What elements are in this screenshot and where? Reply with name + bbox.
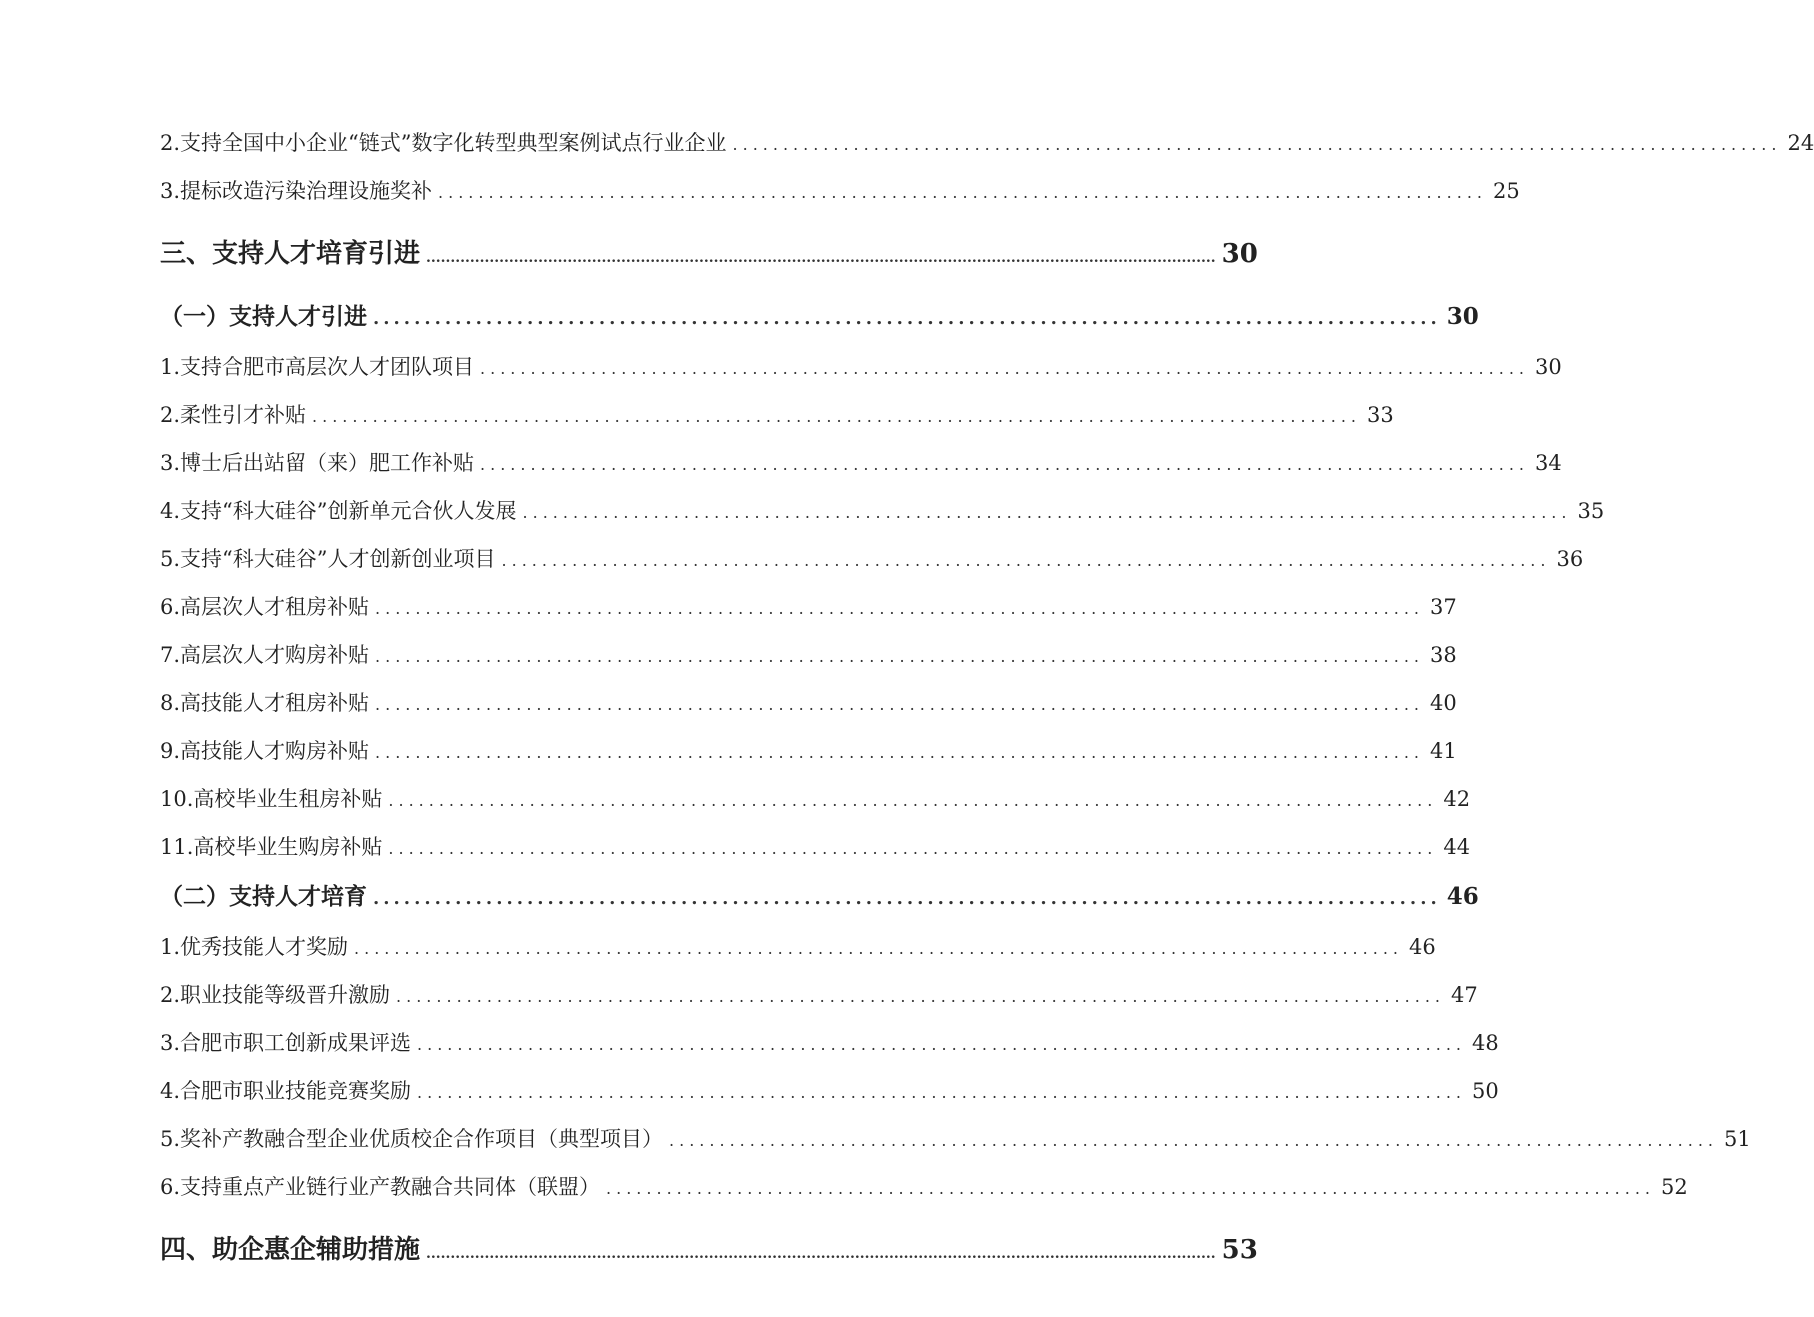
toc-section-title: （二）支持人才培育 (160, 883, 367, 910)
toc-entry (160, 1028, 1499, 1058)
toc-entry-title: 2.柔性引才补贴 (160, 403, 307, 427)
toc-entry-title: 6.支持重点产业链行业产教融合共同体（联盟） (160, 1175, 601, 1199)
dot-leader: ........................................................................................................ (732, 135, 1782, 154)
toc-entry-page: 50 (1471, 1079, 1499, 1103)
toc-entry-page: 34 (1534, 451, 1562, 475)
dot-leader: ........................................................................................................ (501, 551, 1551, 570)
dot-leader: ........................................................................................................ (396, 987, 1445, 1006)
toc-entry-title: 2.职业技能等级晋升激励 (160, 983, 391, 1007)
dot-leader: ........................................................................................................ (375, 743, 1424, 762)
dot-leader: ........................................................................................................ (388, 839, 1438, 858)
toc-entry-page: 41 (1429, 739, 1457, 763)
toc-entry-title: 5.支持“科大硅谷”人才创新创业项目 (160, 547, 496, 571)
dot-leader: ........................................................................................................ (388, 791, 1438, 810)
toc-chapter-page: 30 (1221, 239, 1258, 269)
dot-leader: .................................................................................................................................................................. (426, 250, 1216, 266)
toc-entry-page: 52 (1660, 1175, 1688, 1199)
toc-entry (160, 784, 1471, 814)
toc-entry (160, 496, 1605, 526)
toc-chapter (160, 1232, 1258, 1268)
toc-entry-title: 4.支持“科大硅谷”创新单元合伙人发展 (160, 499, 517, 523)
toc-entry-title: 2.支持全国中小企业“链式”数字化转型典型案例试点行业企业 (160, 131, 727, 155)
toc-entry (160, 932, 1436, 962)
toc-section-title: （一）支持人才引进 (160, 303, 367, 330)
toc-section-page: 46 (1446, 883, 1479, 910)
toc-entry-page: 48 (1471, 1031, 1499, 1055)
dot-leader: ........................................................................................................ (417, 1083, 1466, 1102)
dot-leader: ........................................................................................................ (669, 1131, 1718, 1150)
toc-entry-page: 38 (1429, 643, 1457, 667)
dot-leader: ........................................................................................................ (417, 1035, 1466, 1054)
toc-entry-title: 3.提标改造污染治理设施奖补 (160, 179, 433, 203)
dot-leader: ........................................................................................................ (522, 503, 1572, 522)
toc-entry (160, 640, 1457, 670)
toc-entry (160, 400, 1394, 430)
toc-entry-title: 11.高校毕业生购房补贴 (160, 835, 383, 859)
toc-entry (160, 1076, 1499, 1106)
toc-entry-title: 1.支持合肥市高层次人才团队项目 (160, 355, 475, 379)
toc-entry (160, 980, 1478, 1010)
dot-leader: ........................................................................................................ (354, 939, 1403, 958)
toc-chapter (160, 236, 1258, 272)
toc-entry (160, 1172, 1688, 1202)
toc-entry-title: 7.高层次人才购房补贴 (160, 643, 370, 667)
toc-entry (160, 128, 1814, 158)
dot-leader: ........................................................................................................ (375, 647, 1424, 666)
toc-entry-title: 4.合肥市职业技能竞赛奖励 (160, 1079, 412, 1103)
toc-chapter-title: 四、助企惠企辅助措施 (160, 1235, 421, 1265)
dot-leader: ........................................................................................................ (438, 183, 1487, 202)
dot-leader: ........................................................................................................ (312, 407, 1361, 426)
toc-entry-title: 9.高技能人才购房补贴 (160, 739, 370, 763)
toc-entry-page: 30 (1534, 355, 1562, 379)
toc-entry-page: 40 (1429, 691, 1457, 715)
toc-entry (160, 592, 1457, 622)
dot-leader: .................................................................................................................................................................. (426, 1246, 1216, 1262)
toc-section-page: 30 (1446, 303, 1479, 330)
dot-leader: ........................................................................................................ (373, 308, 1441, 329)
dot-leader: ........................................................................................................ (480, 455, 1529, 474)
toc-entry (160, 688, 1457, 718)
toc-entry-page: 37 (1429, 595, 1457, 619)
toc-entry (160, 544, 1584, 574)
toc-entry-page: 33 (1366, 403, 1394, 427)
toc-section (160, 881, 1479, 913)
dot-leader: ........................................................................................................ (375, 599, 1424, 618)
toc-chapter-page: 53 (1221, 1235, 1258, 1265)
toc-entry-page: 24 (1787, 131, 1814, 155)
toc-chapter-title: 三、支持人才培育引进 (160, 239, 421, 269)
toc-section (160, 301, 1479, 333)
toc-entry-page: 35 (1577, 499, 1605, 523)
toc-entry-page: 46 (1408, 935, 1436, 959)
toc-entry-title: 8.高技能人才租房补贴 (160, 691, 370, 715)
toc-entry-page: 42 (1443, 787, 1471, 811)
toc-entry-title: 3.合肥市职工创新成果评选 (160, 1031, 412, 1055)
toc-entry (160, 1124, 1751, 1154)
dot-leader: ........................................................................................................ (480, 359, 1529, 378)
toc-entry-title: 1.优秀技能人才奖励 (160, 935, 349, 959)
toc-entry-title: 10.高校毕业生租房补贴 (160, 787, 383, 811)
toc-entry (160, 352, 1562, 382)
toc-entry-page: 44 (1443, 835, 1471, 859)
toc-entry (160, 736, 1457, 766)
toc-entry (160, 176, 1520, 206)
toc-entry (160, 832, 1471, 862)
dot-leader: ........................................................................................................ (606, 1179, 1655, 1198)
toc-entry (160, 448, 1562, 478)
dot-leader: ........................................................................................................ (375, 695, 1424, 714)
toc-entry-page: 36 (1556, 547, 1584, 571)
toc-entry-title: 5.奖补产教融合型企业优质校企合作项目（典型项目） (160, 1127, 664, 1151)
toc-entry-page: 25 (1492, 179, 1520, 203)
toc-entry-page: 47 (1450, 983, 1478, 1007)
toc-entry-title: 3.博士后出站留（来）肥工作补贴 (160, 451, 475, 475)
toc-entry-title: 6.高层次人才租房补贴 (160, 595, 370, 619)
toc-entry-page: 51 (1723, 1127, 1751, 1151)
dot-leader: ........................................................................................................ (373, 888, 1441, 909)
